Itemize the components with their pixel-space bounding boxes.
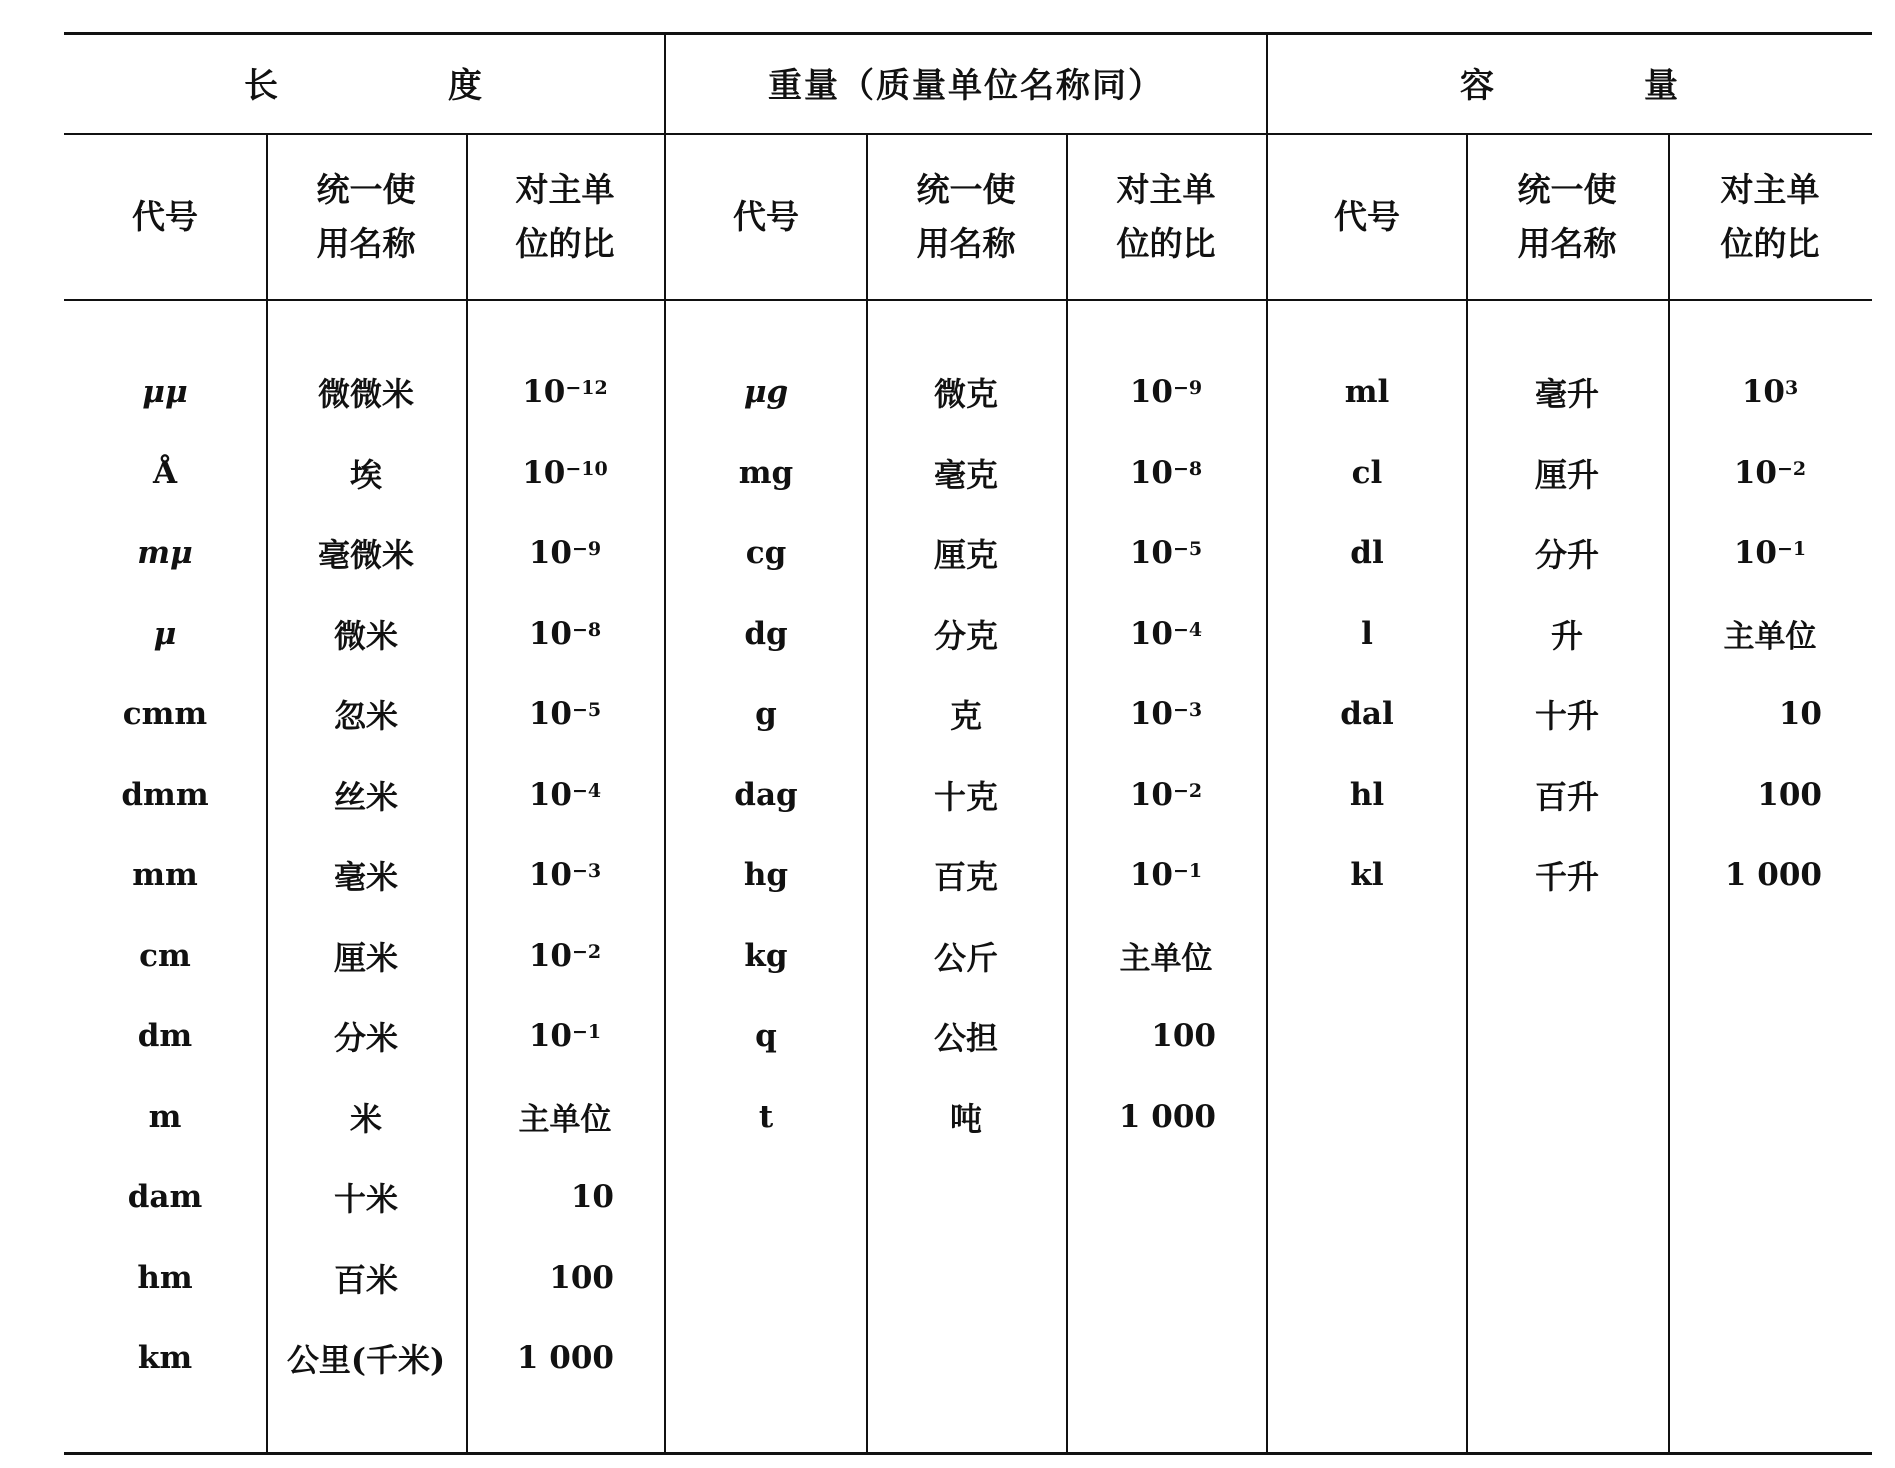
- unit-symbol: l: [1361, 615, 1373, 652]
- header-ratio: [1066, 135, 1266, 299]
- unit-name: 厘克: [933, 536, 998, 574]
- unit-symbol: cl: [1351, 454, 1383, 491]
- unit-symbol: mg: [738, 454, 794, 491]
- ratio-base: 10: [1733, 454, 1777, 491]
- unit-ratio: [466, 1238, 664, 1318]
- column-header-rule: [64, 299, 1872, 301]
- unit-symbol: hm: [137, 1259, 193, 1296]
- ratio-base: 1 000: [516, 1340, 614, 1376]
- unit-ratio: [466, 1157, 664, 1237]
- ratio-base: 10: [528, 937, 572, 974]
- ratio-exponent: −8: [1173, 457, 1203, 480]
- unit-symbol: t: [758, 1098, 774, 1135]
- ratio-exponent: −4: [572, 779, 602, 802]
- group-title-weight: [666, 32, 1266, 133]
- unit-symbol: ml: [1344, 374, 1390, 410]
- unit-symbol: dag: [734, 776, 798, 813]
- ratio-base: 100: [549, 1259, 614, 1296]
- unit-ratio: [1066, 996, 1266, 1076]
- header-code: [666, 135, 866, 299]
- header-name: [866, 135, 1066, 299]
- header-ratio-text: 对主单 位的比: [515, 170, 615, 263]
- header-name-text: 统一使 用名称: [1517, 170, 1617, 263]
- ratio-exponent: −3: [572, 860, 602, 882]
- unit-symbol: dm: [137, 1018, 193, 1054]
- ratio-base: 10: [528, 776, 572, 813]
- header-name: [266, 135, 466, 299]
- unit-symbol: kg: [744, 937, 788, 974]
- unit-ratio: [1668, 513, 1872, 593]
- unit-symbol: m: [148, 1098, 182, 1135]
- unit-symbol: mμ: [137, 535, 193, 571]
- table-bottom-rule: [64, 1452, 1872, 1455]
- ratio-exponent: −3: [1173, 699, 1203, 721]
- unit-name: 十克: [933, 777, 998, 816]
- ratio-exponent: −2: [572, 940, 602, 963]
- unit-name: 公担: [933, 1019, 998, 1057]
- group-title-volume: [1268, 32, 1872, 133]
- unit-symbol: cmm: [122, 696, 208, 732]
- ratio-base: 100: [1151, 1018, 1216, 1054]
- unit-name: 吨: [949, 1099, 982, 1138]
- ratio-base: 10: [528, 857, 572, 893]
- unit-ratio: [1066, 1077, 1266, 1157]
- unit-name: 百米: [333, 1260, 398, 1299]
- header-ratio-text: 对主单 位的比: [1720, 170, 1820, 263]
- unit-name: 微米: [333, 616, 398, 655]
- unit-name: 毫升: [1534, 375, 1599, 413]
- unit-ratio: [466, 674, 664, 754]
- unit-name: 埃: [349, 455, 382, 494]
- unit-symbol: μg: [743, 374, 789, 410]
- ratio-exponent: −2: [1777, 457, 1807, 480]
- unit-symbol: mm: [132, 857, 198, 893]
- unit-symbol: μ: [153, 615, 177, 652]
- ratio-base: 10: [1129, 454, 1173, 491]
- ratio-exponent: −9: [1173, 377, 1203, 399]
- unit-symbol: g: [755, 696, 777, 732]
- ratio-exponent: −2: [1173, 779, 1203, 802]
- unit-name: 毫米: [333, 858, 398, 896]
- ratio-base: 10: [1129, 696, 1173, 732]
- header-code-text: 代号: [1334, 197, 1400, 236]
- ratio-exponent: −12: [565, 377, 608, 399]
- unit-name: 千升: [1534, 858, 1599, 896]
- unit-name: 十米: [333, 1180, 398, 1218]
- header-code: [1268, 135, 1466, 299]
- unit-name: 分米: [333, 1019, 398, 1057]
- ratio-base: 主单位: [1723, 619, 1817, 655]
- unit-name: 分克: [933, 616, 998, 655]
- unit-symbol: km: [137, 1340, 193, 1376]
- ratio-exponent: −4: [1173, 618, 1203, 641]
- unit-ratio: [1668, 433, 1872, 513]
- unit-ratio: [1066, 433, 1266, 513]
- unit-symbol: dmm: [121, 776, 209, 813]
- unit-name: 微微米: [317, 375, 414, 413]
- ratio-base: 10: [1129, 857, 1173, 893]
- unit-name: 毫微米: [317, 536, 414, 574]
- unit-symbol: cm: [139, 937, 191, 974]
- unit-ratio: [1066, 916, 1266, 996]
- ratio-base: 10: [1741, 374, 1785, 410]
- ratio-base: 10: [528, 1018, 572, 1054]
- ratio-base: 10: [1129, 615, 1173, 652]
- ratio-exponent: −1: [1173, 860, 1203, 882]
- unit-name: 忽米: [333, 697, 398, 735]
- unit-ratio: [1668, 835, 1872, 915]
- unit-ratio: [466, 594, 664, 674]
- unit-name: 厘米: [333, 938, 398, 977]
- unit-ratio: [466, 1077, 664, 1157]
- header-ratio: [1668, 135, 1872, 299]
- unit-symbol: dal: [1340, 696, 1394, 732]
- ratio-exponent: −9: [572, 538, 602, 560]
- group-title-weight-text: 重量（质量单位名称同）: [768, 66, 1164, 106]
- unit-ratio: [466, 513, 664, 593]
- ratio-base: 1 000: [1724, 857, 1822, 893]
- unit-name: 微克: [933, 375, 998, 413]
- group-title-volume-text: 容 量: [1460, 66, 1680, 106]
- header-ratio: [466, 135, 664, 299]
- unit-name: 升: [1550, 616, 1583, 655]
- ratio-exponent: −10: [565, 457, 608, 480]
- group-title-length-text: 长 度: [244, 66, 484, 106]
- header-code-text: 代号: [132, 197, 198, 236]
- ratio-exponent: −1: [1777, 538, 1807, 560]
- ratio-base: 10: [528, 696, 572, 732]
- unit-ratio: [1668, 594, 1872, 674]
- unit-ratio: [466, 1318, 664, 1398]
- unit-ratio: [466, 916, 664, 996]
- ratio-base: 10: [1129, 535, 1173, 571]
- unit-ratio: [1066, 835, 1266, 915]
- unit-name: 毫克: [933, 455, 998, 494]
- header-name-text: 统一使 用名称: [916, 170, 1016, 263]
- unit-name: 公斤: [933, 938, 998, 977]
- ratio-base: 主单位: [518, 1102, 612, 1138]
- ratio-exponent: −5: [1173, 538, 1203, 560]
- unit-ratio: [1066, 755, 1266, 835]
- ratio-base: 10: [1778, 696, 1822, 732]
- group-title-length: [64, 32, 664, 133]
- unit-symbol: hg: [743, 857, 789, 893]
- header-name: [1466, 135, 1668, 299]
- unit-ratio: [1066, 594, 1266, 674]
- unit-ratio: [466, 755, 664, 835]
- unit-name: 百克: [933, 858, 998, 896]
- unit-name: 米: [349, 1099, 382, 1138]
- unit-ratio: [466, 433, 664, 513]
- ratio-base: 10: [1129, 776, 1173, 813]
- unit-symbol: dl: [1350, 535, 1384, 571]
- header-name-text: 统一使 用名称: [316, 170, 416, 263]
- unit-name: 公里(千米): [286, 1341, 446, 1379]
- ratio-exponent: 3: [1784, 377, 1799, 399]
- ratio-base: 10: [570, 1179, 614, 1215]
- header-code: [64, 135, 266, 299]
- unit-name: 丝米: [333, 777, 398, 816]
- unit-symbol: μμ: [142, 374, 188, 410]
- ratio-base: 10: [528, 535, 572, 571]
- unit-ratio: [1066, 352, 1266, 432]
- unit-name: 克: [949, 697, 982, 735]
- unit-name: 十升: [1534, 697, 1599, 735]
- ratio-exponent: −8: [572, 618, 602, 641]
- unit-ratio: [1668, 352, 1872, 432]
- unit-ratio: [1668, 755, 1872, 835]
- ratio-exponent: −5: [572, 699, 602, 721]
- unit-ratio: [1668, 674, 1872, 754]
- ratio-base: 主单位: [1119, 941, 1213, 977]
- ratio-exponent: −1: [572, 1021, 602, 1043]
- unit-ratio: [1066, 674, 1266, 754]
- header-code-text: 代号: [733, 197, 799, 236]
- unit-name: 百升: [1534, 777, 1599, 816]
- unit-symbol: cg: [745, 535, 787, 571]
- header-ratio-text: 对主单 位的比: [1116, 170, 1216, 263]
- ratio-base: 10: [1733, 535, 1777, 571]
- ratio-base: 10: [528, 615, 572, 652]
- ratio-base: 10: [522, 374, 566, 410]
- unit-symbol: hl: [1349, 776, 1385, 813]
- ratio-base: 10: [522, 454, 566, 491]
- unit-ratio: [466, 352, 664, 432]
- unit-symbol: Å: [152, 454, 178, 491]
- unit-symbol: dg: [744, 615, 788, 652]
- unit-symbol: q: [755, 1018, 777, 1054]
- unit-ratio: [466, 996, 664, 1076]
- ratio-base: 1 000: [1118, 1098, 1216, 1135]
- unit-name: 分升: [1534, 536, 1599, 574]
- unit-ratio: [1066, 513, 1266, 593]
- unit-name: 厘升: [1534, 455, 1599, 494]
- unit-symbol: dam: [127, 1179, 203, 1215]
- ratio-base: 100: [1757, 776, 1822, 813]
- unit-symbol: kl: [1350, 857, 1384, 893]
- unit-ratio: [466, 835, 664, 915]
- ratio-base: 10: [1129, 374, 1173, 410]
